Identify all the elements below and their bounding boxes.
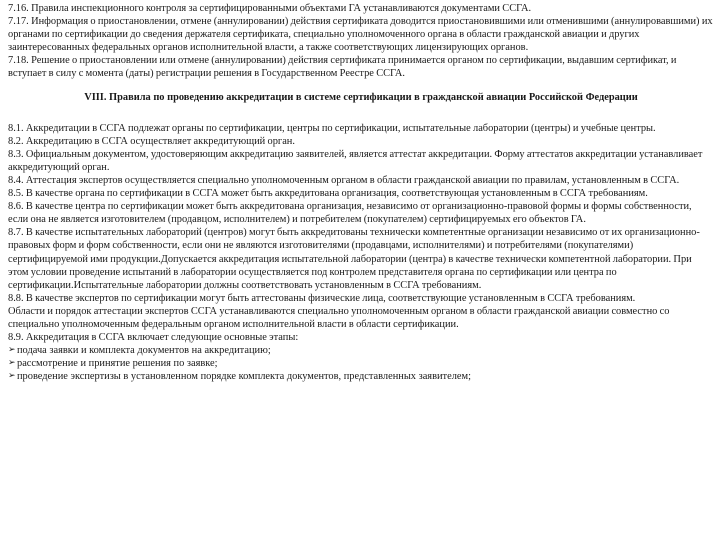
arrow-bullet-icon: ➢ [8,345,16,356]
paragraph-8-1: 8.1. Аккредитации в ССГА подлежат органы по сертификации, центры по сертификации, испытательные лаборатории (центры) и учебные центры. [8,122,656,134]
section-heading-viii: VIII. Правила по проведению аккредитации в системе сертификации в гражданской авиации Российской Федерации [84,91,638,103]
paragraph-8-9: 8.9. Аккредитация в ССГА включает следующие основные этапы: [8,332,299,344]
paragraph-8-6: 8.6. В качестве центра по сертификации может быть аккредитована организация, независимо от организационно-правовой формы и формы собственности, если она не является изготовителем (продавцом, исполнителем) и потребителем (покупателем) сертифицируемых его объектов ГА. [8,201,692,226]
paragraph-7-17: 7.17. Информация о приостановлении, отмене (аннулировании) действия сертификата доводится приостановившими или отменившими (аннулировавшими) их органами по сертификации до сведения держателя сертификата, специально уполномоченного органа в области гражданской авиации и других заинтересованных федеральных органов исполнительной власти, а также соответствующих лицензирующих органов. [8,16,713,54]
paragraph-8-5: 8.5. В качестве органа по сертификации в ССГА может быть аккредитована организация, соответствующая установленным в ССГА требованиям. [8,188,648,200]
paragraph-8-4: 8.4. Аттестация экспертов осуществляется специально уполномоченным органом в области гражданской авиации по правилам, установленным в ССГА. [8,174,680,186]
paragraph-8-8: 8.8. В качестве экспертов по сертификации могут быть аттестованы физические лица, соответствующие установленным в ССГА требованиям. [8,292,636,304]
paragraph-8-7: 8.7. В качестве испытательных лабораторий (центров) могут быть аккредитованы технически компетентные организации независимо от их организационно-правовых форм и форм собственности, если они не являются изготовителями (продавцами, исполнителями) и потребителями (покупателями) сертифицируемой ими продукции.Допускается аккредитация испытательной лаборатории (центра) в качестве технически компетентной лаборатории. При этом условии проведение испытаний в лаборатории осуществляется под контролем представителя органа по сертификации или центра по сертификации.Испытательные лаборатории должны соответствовать установленным в ССГА требованиям. [8,227,700,291]
list-item [8,344,714,357]
paragraph-7-16: 7.16. Правила инспекционного контроля за сертифицированными объектами ГА устанавливаются документами ССГА. [8,3,532,14]
paragraph-8-3: 8.3. Официальным документом, удостоверяющим аккредитацию заявителей, является аттестат аккредитации. Форму аттестатов аккредитации устанавливает аккредитующий орган. [8,148,703,173]
paragraph-expert-attestation: Области и порядок аттестации экспертов ССГА устанавливаются специально уполномоченным органом в области гражданской авиации совместно со специально уполномоченным федеральным органом исполнительной власти в области сертификации. [8,305,670,330]
arrow-bullet-icon: ➢ [8,358,16,369]
list-item [8,370,714,383]
list-item-text: проведение экспертизы в установленном порядке комплекта документов, представленных заявителем; [17,371,471,383]
list-item-text: рассмотрение и принятие решения по заявке; [17,358,218,370]
paragraph-7-18: 7.18. Решение о приостановлении или отмене (аннулировании) действия сертификата принимается органом по сертификации, выдавшим сертификат, и вступает в силу с момента (даты) регистрации решения в Государственном Реестре ССГА. [8,55,677,80]
list-item-text: подача заявки и комплекта документов на аккредитацию; [17,345,271,357]
arrow-bullet-icon: ➢ [8,371,16,382]
paragraph-8-2: 8.2. Аккредитацию в ССГА осуществляет аккредитующий орган. [8,135,295,147]
list-item [8,357,714,370]
